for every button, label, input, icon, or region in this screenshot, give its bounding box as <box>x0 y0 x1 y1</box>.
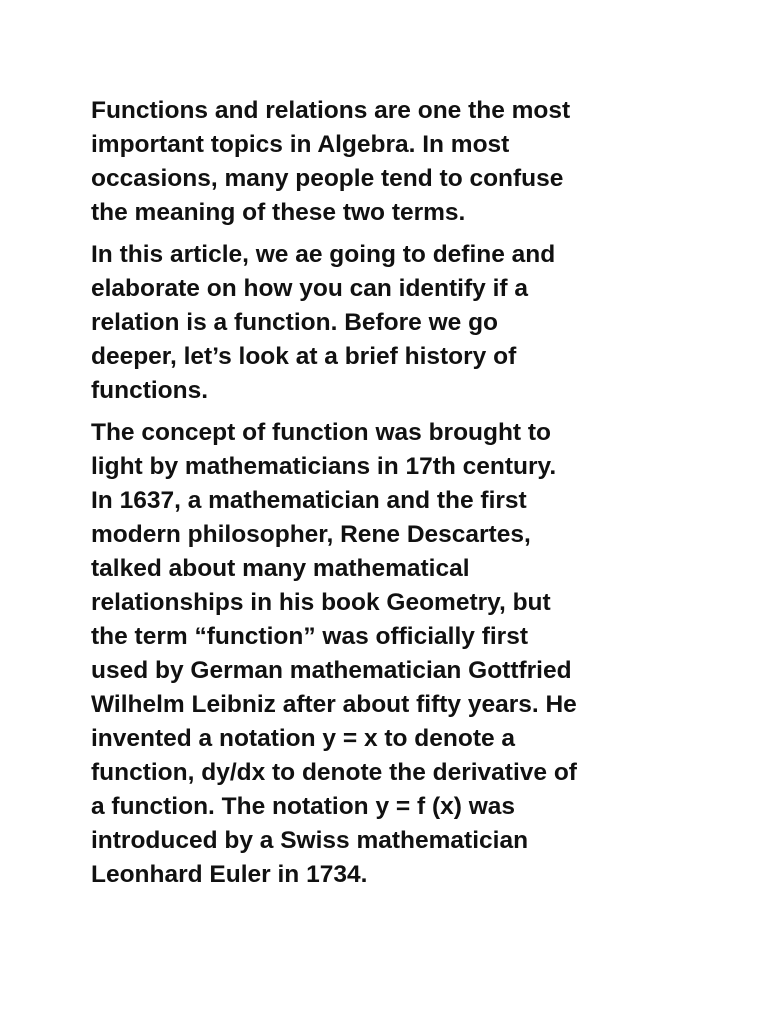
text-line: introduced by a Swiss mathematician <box>91 827 529 854</box>
text-line: Functions and relations are one the most <box>91 97 571 124</box>
text-line: function, dy/dx to denote the derivative of <box>91 759 577 786</box>
text-line: important topics in Algebra. In most <box>91 131 510 158</box>
text-line: Leonhard Euler in 1734. <box>91 861 368 888</box>
paragraph-article-purpose <box>91 238 681 408</box>
paragraph-intro <box>91 94 681 230</box>
text-line: elaborate on how you can identify if a <box>91 275 528 302</box>
text-line: deeper, let’s look at a brief history of <box>91 343 517 370</box>
document-body <box>91 94 681 900</box>
paragraph-history <box>91 416 681 892</box>
text-line: the term “function” was officially first <box>91 623 528 650</box>
text-line: In 1637, a mathematician and the first <box>91 487 527 514</box>
text-line: modern philosopher, Rene Descartes, <box>91 521 531 548</box>
text-line: the meaning of these two terms. <box>91 199 466 226</box>
text-line: relationships in his book Geometry, but <box>91 589 551 616</box>
text-line: relation is a function. Before we go <box>91 309 499 336</box>
text-line: used by German mathematician Gottfried <box>91 657 572 684</box>
text-line: In this article, we ae going to define and <box>91 241 556 268</box>
text-line: invented a notation y = x to denote a <box>91 725 516 752</box>
text-line: occasions, many people tend to confuse <box>91 165 564 192</box>
text-line: talked about many mathematical <box>91 555 470 582</box>
text-line: light by mathematicians in 17th century. <box>91 453 557 480</box>
text-line: a function. The notation y = f (x) was <box>91 793 516 820</box>
text-line: functions. <box>91 377 209 404</box>
text-line: The concept of function was brought to <box>91 419 552 446</box>
text-line: Wilhelm Leibniz after about fifty years. He <box>91 691 577 718</box>
